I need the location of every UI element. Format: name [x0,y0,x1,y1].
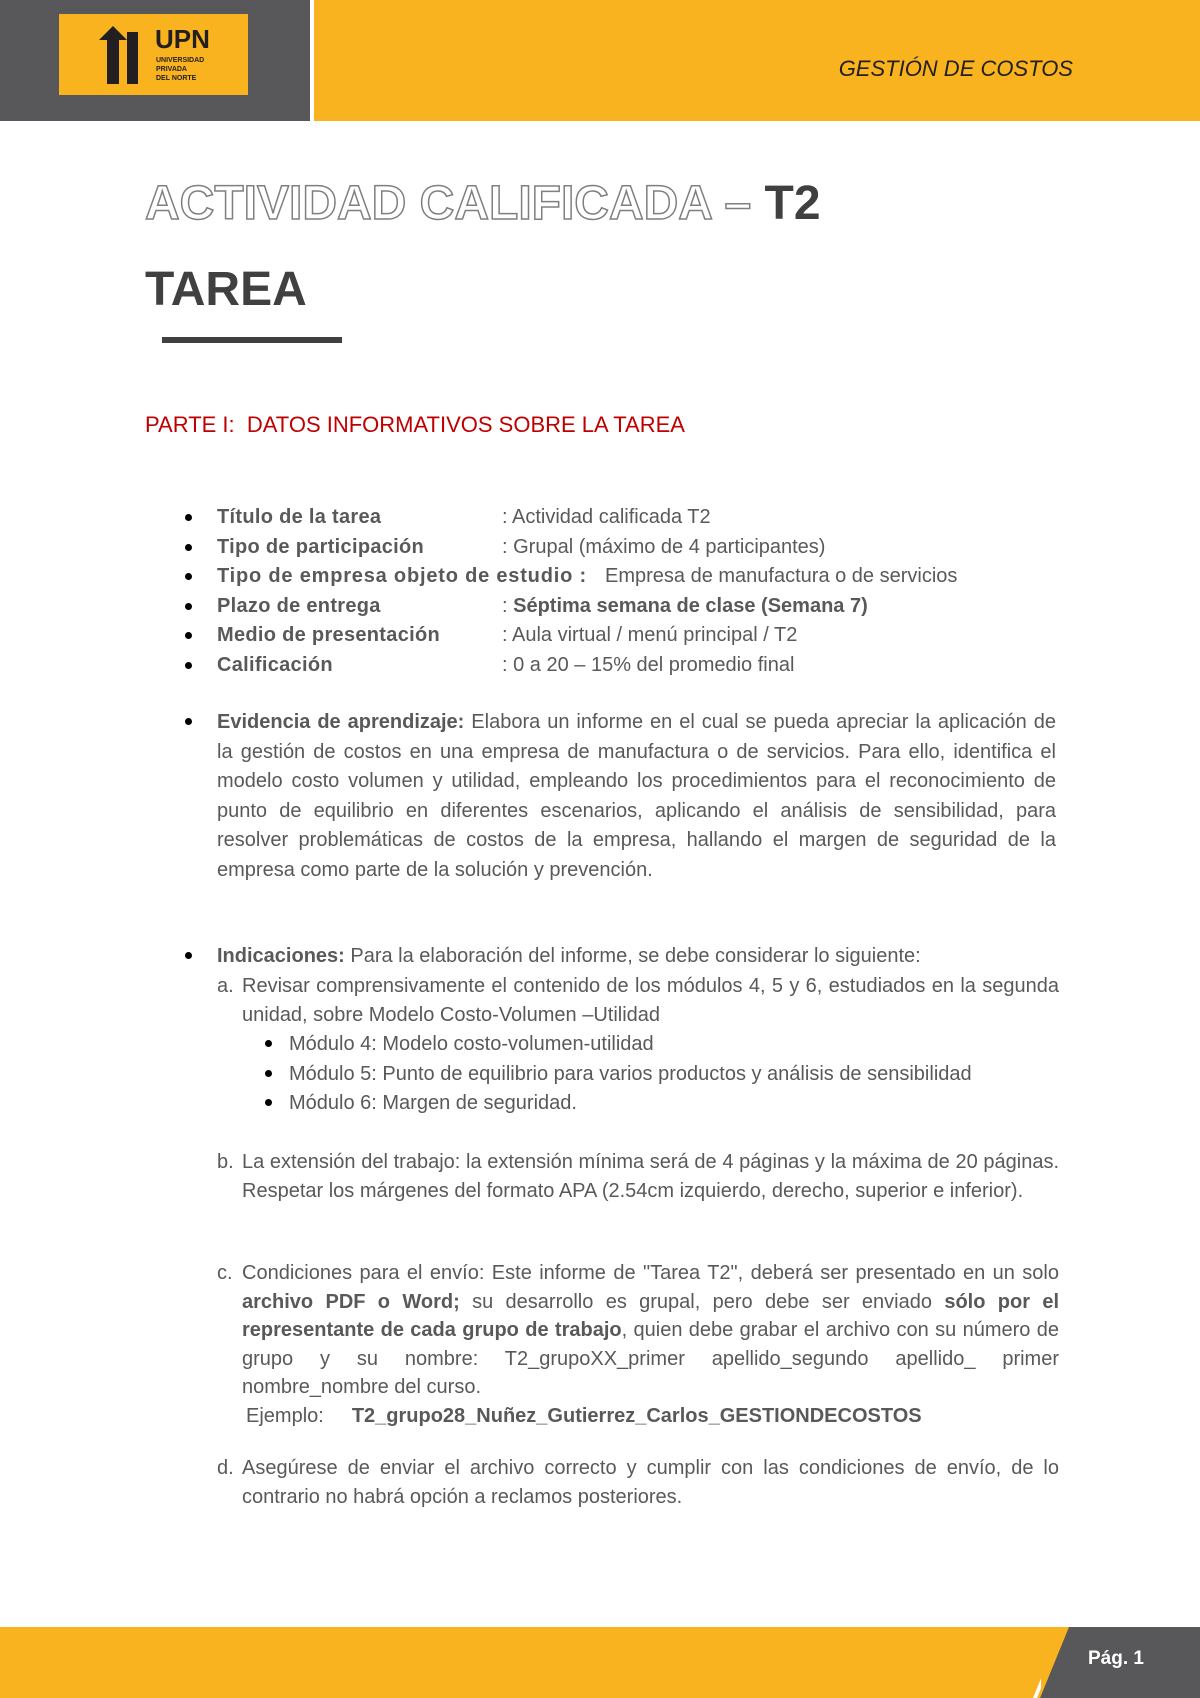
bullet-icon [185,718,192,725]
indicacion-d: d. Asegúrese de enviar el archivo correcto y cumplir con las condiciones de envío, de lo contrario no habrá opción a reclamos posteriores. [217,1457,1059,1508]
logo-text: UPN [155,24,210,54]
page-footer [0,1627,1200,1698]
info-row-medio: Medio de presentación : Aula virtual / menú principal / T2 [185,621,1065,651]
bullet-icon [185,632,192,639]
indicacion-b: b. La extensión del trabajo: la extensión mínima será de 4 páginas y la máxima de 20 páginas. Respetar los márgenes del formato APA (2.54cm izquierdo, derecho, superior e inferior). [217,1151,1059,1202]
indicacion-a: a. Revisar comprensivamente el contenido de los módulos 4, 5 y 6, estudiados en la segunda unidad, sobre Modelo Costo-Volumen –Utilidad [217,975,1059,1026]
logo-subtext: UNIVERSIDAD PRIVADA DEL NORTE [156,57,205,82]
header-separator [310,0,314,121]
module-item: Módulo 5: Punto de equilibrio para varios productos y análisis de sensibilidad [289,1063,972,1085]
bullet-icon [265,1070,272,1077]
evidencia-paragraph: Evidencia de aprendizaje: Elabora un informe en el cual se pueda apreciar la aplicación de la gestión de costos en una empresa de manufactura o de servicios. Para ello, identifica el modelo costo volumen y utilidad, empleando los procedimientos para el reconocimiento de punto de equilibrio en diferentes escenarios, aplicando el análisis de sensibilidad, para resolver problemáticas de costos de la empresa, hallando el margen de seguridad de la empresa como parte de la solución y prevención. [217,711,1056,881]
indicaciones-paragraph: Indicaciones: Para la elaboración del informe, se debe considerar lo siguiente: [217,945,921,967]
module-item: Módulo 6: Margen de seguridad. [289,1092,577,1114]
part1-heading: PARTE I: DATOS INFORMATIVOS SOBRE LA TAREA [145,412,685,437]
activity-title [145,176,821,231]
info-row-plazo: Plazo de entrega : Séptima semana de clase (Semana 7) [185,592,1065,622]
tarea-title: TAREA [145,263,307,316]
course-title: GESTIÓN DE COSTOS [838,56,1073,81]
indicacion-c: c. Condiciones para el envío: Este informe de "Tarea T2", deberá ser presentado en un solo archivo PDF o Word; su desarrollo es grupal, pero debe ser enviado sólo por el representante de cada grupo de trabajo, quien debe grabar el archivo con su número de grupo y su nombre: T2_grupoXX_primer apellido_segundo apellido_ primer nombre_nombre del curso. Ejemplo: T2_grupo28_Nuñez_Gutierrez_Carlos_GESTIONDECOSTOS [217,1259,1059,1430]
info-row-tipo-participacion: Tipo de participación : Grupal (máximo de 4 participantes) [185,533,1065,563]
bullet-icon [185,573,192,580]
info-row-titulo: Título de la tarea : Actividad calificada T2 [185,503,1065,533]
bullet-icon [265,1099,272,1106]
bullet-icon [185,603,192,610]
upn-logo [59,14,248,95]
bullet-icon [185,514,192,521]
bullet-icon [265,1040,272,1047]
upn-arrow-icon [99,26,149,84]
page-number: Pág. 1 [1088,1648,1144,1669]
info-row-calificacion: Calificación : 0 a 20 – 15% del promedio final [185,651,1065,681]
title-underline [162,337,342,343]
module-item: Módulo 4: Modelo costo-volumen-utilidad [289,1033,654,1055]
bullet-icon [185,662,192,669]
activity-title-code: T2 [764,177,821,230]
bullet-icon [185,952,192,959]
bullet-icon [185,544,192,551]
info-list [185,503,1065,680]
example-line: Ejemplo: T2_grupo28_Nuñez_Gutierrez_Carlos_GESTIONDECOSTOS [246,1404,922,1427]
info-row-tipo-empresa: Tipo de empresa objeto de estudio : Empresa de manufactura o de servicios [185,562,1065,592]
activity-title-outline: ACTIVIDAD CALIFICADA – [145,177,765,230]
